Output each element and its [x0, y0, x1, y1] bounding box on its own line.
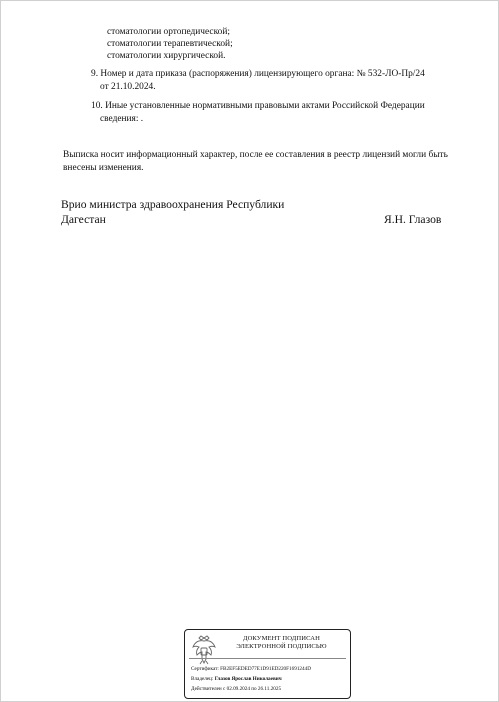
stamp-title-line1: ДОКУМЕНТ ПОДПИСАН — [242, 635, 321, 642]
item-9 — [91, 68, 471, 93]
stamp-title — [219, 635, 344, 652]
list-item: стоматологии хирургической. — [107, 51, 226, 61]
stamp-title-line2: ЭЛЕКТРОННОЙ ПОДПИСЬЮ — [236, 643, 327, 651]
signatory-role — [61, 198, 284, 227]
coat-of-arms-emblem-icon — [191, 634, 217, 666]
list-item: стоматологии терапевтической; — [107, 39, 233, 49]
item-9-line1: 9. Номер и дата приказа (распоряжения) лицензирующего органа: № 532-ЛО-Пр/24 — [91, 69, 425, 79]
stamp-owner-value: Глазов Ярослав Николаевич — [214, 676, 282, 682]
item-9-line2: от 21.10.2024. — [100, 81, 156, 92]
disclaimer-line2: внесены изменения. — [63, 162, 144, 173]
stamp-certificate-value: FB2EF5EDED77E1D91ED220F1691244D — [220, 666, 311, 672]
signatory-role-line1: Врио министра здравоохранения Республики — [61, 198, 285, 211]
stamp-owner — [191, 676, 282, 682]
stamp-owner-label: Владелец: — [191, 676, 214, 682]
item-10 — [91, 100, 471, 125]
list-item: стоматологии ортопедической; — [107, 27, 230, 37]
electronic-signature-stamp — [184, 629, 351, 699]
stamp-certificate — [191, 666, 311, 672]
stamp-validity: Действителен с 02.09.2024 по 26.11.2025 — [191, 686, 282, 692]
item-10-line1: 10. Иные установленные нормативными правовыми актами Российской Федерации — [91, 101, 425, 111]
signatory-role-line2: Дагестан — [61, 212, 106, 226]
stamp-divider — [189, 658, 346, 659]
disclaimer-line1: Выписка носит информационный характер, после ее составления в реестр лицензий могли быть — [63, 150, 448, 160]
item-10-line2: сведения: . — [100, 113, 144, 124]
stamp-certificate-label: Сертификат: — [191, 666, 219, 672]
disclaimer-note — [63, 149, 483, 174]
signatory-name: Я.Н. Глазов — [384, 213, 442, 226]
